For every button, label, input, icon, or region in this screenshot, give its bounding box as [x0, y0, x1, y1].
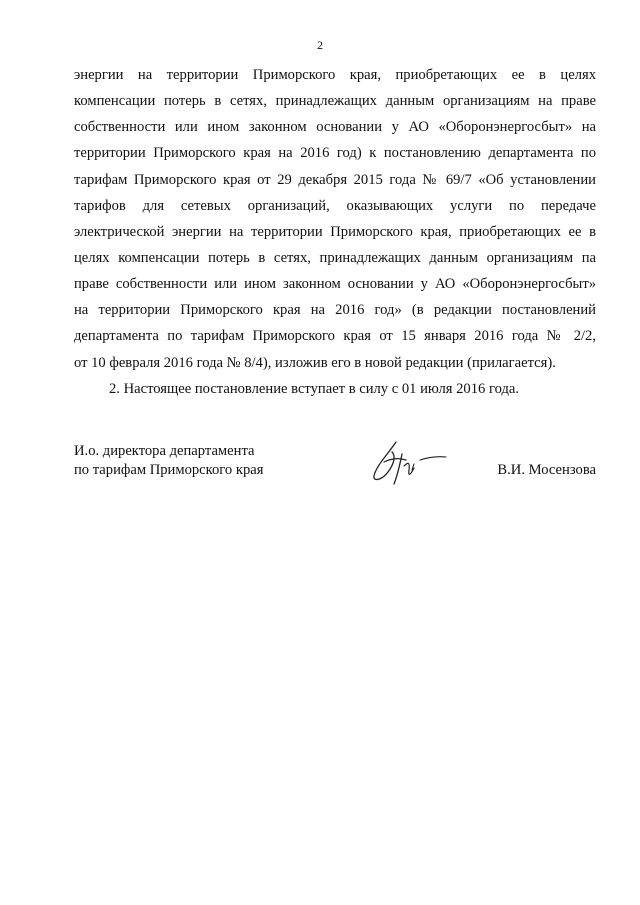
body-line: праве собственности или ином законном основании у АО «Оборонэнергосбыт»: [74, 276, 596, 293]
signature-block: [74, 442, 596, 492]
body-line: целях компенсации потерь в сетях, принадлежащих данным организациям па: [74, 249, 596, 266]
body-line: энергии на территории Приморского края, приобретающих ее в целях: [74, 67, 596, 83]
body-line: тарифам Приморского края от 29 декабря 2015 года № 69/7 «Об установлении: [74, 171, 596, 188]
body-text: [74, 62, 596, 402]
signatory-name: В.И. Мосензова: [497, 462, 596, 478]
signatory-title-line-1: И.о. директора департамента: [74, 443, 255, 459]
body-line: департамента по тарифам Приморского края от 15 января 2016 года № 2/2,: [74, 328, 596, 345]
body-line: тарифов для сетевых организаций, оказывающих услуги по передаче: [74, 197, 596, 214]
paragraph-2: 2. Настоящее постановление вступает в силу с 01 июля 2016 года.: [109, 380, 519, 397]
body-line: компенсации потерь в сетях, принадлежащих данным организациям на праве: [74, 93, 596, 110]
body-line: от 10 февраля 2016 года № 8/4), изложив его в новой редакции (прилагается).: [74, 354, 556, 371]
body-line: территории Приморского края на 2016 год) к постановлению департамента по: [74, 145, 596, 162]
body-line: электрической энергии на территории Приморского края, приобретающих ее в: [74, 223, 596, 240]
signatory-title: [74, 442, 263, 480]
signatory-title-line-2: по тарифам Приморского края: [74, 462, 264, 478]
page-number: 2: [317, 38, 323, 52]
body-line: собственности или ином законном основании у АО «Оборонэнергосбыт» на: [74, 119, 596, 136]
body-line: на территории Приморского края на 2016 год» (в редакции постановлений: [74, 302, 596, 319]
